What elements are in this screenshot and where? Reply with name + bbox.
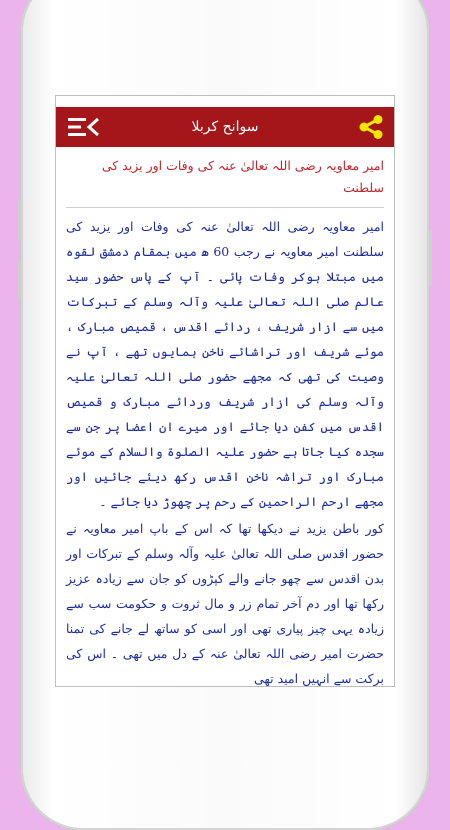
article-heading: امیر معاویہ رضی اللہ تعالیٰ عنہ کی وفات اور یزید کی سلطنت bbox=[66, 155, 384, 208]
app-screen bbox=[56, 96, 394, 686]
side-button bbox=[18, 260, 21, 300]
status-bar bbox=[56, 96, 394, 107]
article-paragraph: کور باطن یزید نے دیکھا تھا کہ اس کے باپ امیر معاویہ نے حضور اقدس صلی اللہ تعالیٰ علیہ وآلہ وسلم کے تبرکات اور بدن اقدس سے چھو جانے والے کپڑوں کو جان سے زیادہ عزیز رکھا تھا اور دم آخر تمام زر و مال ثروت و حکومت سب سے زیادہ یہی چیز پیاری تھی اور اسی کو ساتھ لے جانے کی تمنا حضرت امیر رضی اللہ تعالیٰ عنہ کے دل میں تھی ۔ اس کی برکت سے انہیں امید تھی bbox=[66, 521, 384, 686]
article-paragraph: امیر معاویہ رضی اللہ تعالیٰ عنہ کی وفات اور یزید کی سلطنت امیر معاویہ نے رجب 60 ھ میں بمقام دمشق لقوہ میں مبتلا ہوکر وفات پائی ۔ آپ کے پاس حضور سید عالم صلی اللہ تعالیٰ علیہ وآلہ وسلم کے تبرکات میں سے ازار شریف ، ردائے اقدس ، قمیص مبارک ، موئے شریف اور تراشائے ناخن ہمایوں تھے ، آپ نے وصیت کی تھی کہ مجھے حضور صلی اللہ تعالیٰ علیہ وآلہ وسلم کی ازار شریف وردائے مبارک و قمیص اقدس میں کفن دیا جائے اور میرے ان اعضا پر جن سے سجدہ کیا جاتا ہے حضور علیہ الصلوۃ والسلام کے موئے مبارک اور تراشہ ناخن اقدس رکھ دیئے جائیں اور مجھے ارحم الراحمین کے رحم پر چھوڑ دیا جائے ۔ bbox=[66, 219, 384, 509]
app-bar bbox=[56, 107, 394, 147]
article-content[interactable] bbox=[56, 147, 394, 686]
side-button bbox=[18, 200, 21, 240]
power-button bbox=[429, 230, 432, 286]
menu-collapse-icon[interactable] bbox=[68, 117, 100, 137]
app-title: سوانح کربلا bbox=[191, 119, 259, 135]
share-icon[interactable] bbox=[358, 115, 384, 139]
